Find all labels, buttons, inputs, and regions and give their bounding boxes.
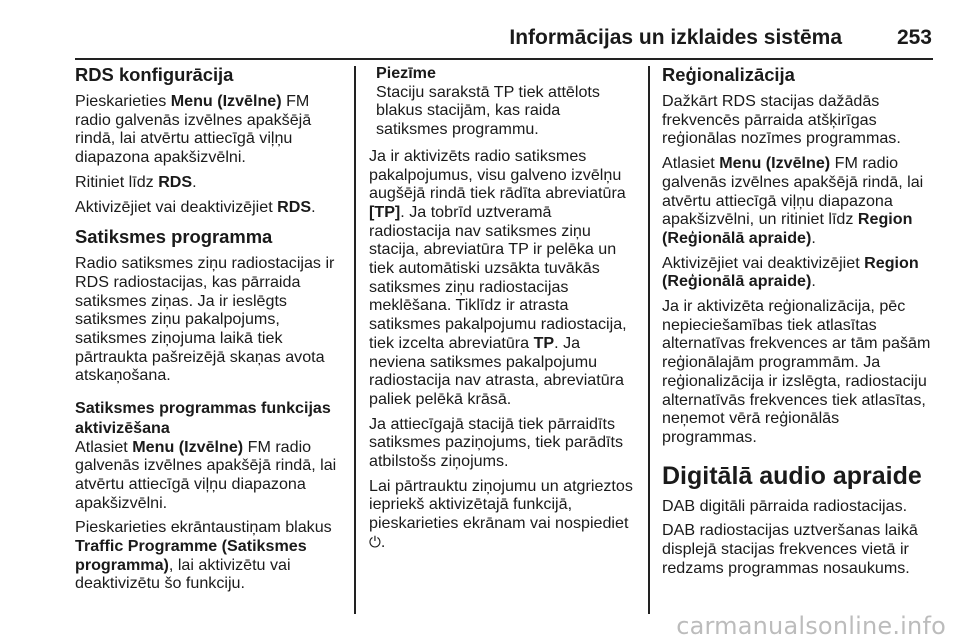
note-text: Staciju sarakstā TP tiek attēlots blakus stacijām, kas raida satiksmes programmu. — [376, 82, 600, 139]
menu-label: Menu (Izvēlne) — [132, 437, 244, 456]
region-label: Region (Reģionālā apraide) — [662, 253, 919, 291]
note-box — [376, 64, 635, 139]
column-divider-1 — [354, 66, 356, 614]
rds-label: RDS — [277, 197, 312, 216]
column-3 — [662, 62, 938, 583]
paragraph: DAB radiostacijas uztveršanas laikā displejā stacijas frekvences vietā ir redzams programmas nosaukums. — [662, 521, 918, 577]
paragraph: Pieskarieties ekrāntaustiņam blakus Traffic Programme (Satiksmes programma), lai aktivizētu vai deaktivizētu šo funkciju. — [75, 518, 332, 593]
paragraph: Ja ir aktivizēta reģionalizācija, pēc nepieciešamības tiek atlasītas alternatīvas frekvences ar tām pašām reģionālajām programmām. Ja reģionalizācija ir izslēgta, radiostaciju alternatīvās frekvences tiek atlasītas, neņemot vērā reģionālās programmas. — [662, 297, 931, 446]
header-rule — [75, 58, 933, 60]
menu-label: Menu (Izvēlne) — [170, 92, 282, 110]
page-number: 253 — [896, 26, 932, 49]
paragraph: Dažkārt RDS stacijas dažādās frekvencēs pārraida atšķirīgas reģionālas nozīmes programmas. — [662, 92, 901, 148]
column-2 — [369, 62, 635, 559]
column-1 — [75, 62, 345, 599]
paragraph: Aktivizējiet vai deaktivizējiet RDS. — [75, 197, 316, 216]
paragraph: Atlasiet Menu (Izvēlne) FM radio galvenās izvēlnes apakšējā rindā, lai atvērtu attiecīgā viļņu diapazona apakšizvēlni, un ritiniet līdz Region (Reģionālā apraide). — [662, 154, 924, 247]
heading-traffic-programme: Satiksmes programma — [75, 226, 273, 248]
menu-label: Menu (Izvēlne) — [719, 154, 831, 173]
traffic-programme-label: Traffic Programme (Satiksmes programma) — [75, 537, 307, 574]
paragraph: Ja ir aktivizēts radio satiksmes pakalpojumus, visu galveno izvēlņu augšējā rindā tiek rādīta abreviatūra [TP]. Ja tobrīd uztveramā radiostacija nav satiksmes ziņu stacija, abreviatūra TP ir pelēka un tiek automātiski uzsākta tuvākās satiksmes ziņu radiostacijas meklēšana. Tiklīdz ir atrasta satiksmes pakalpojumu radiostacija, tiek izcelta abreviatūra TP. Ja neviena satiksmes pakalpojumu radiostacija nav atrasta, abreviatūra paliek pelēkā krāsā. — [369, 146, 627, 408]
rds-label: RDS — [158, 172, 193, 191]
paragraph: Lai pārtrauktu ziņojumu un atgrieztos iepriekš aktivizētajā funkcijā, pieskarieties ekrānam vai nospiediet ⏻. — [369, 476, 633, 551]
header-title: Informācijas un izklaides sistēma — [509, 26, 842, 49]
region-label: Region (Reģionālā apraide) — [662, 210, 913, 247]
watermark: carmanualsonline.info — [676, 612, 946, 640]
subheading-function-activation-2: aktivizēšana — [75, 418, 170, 437]
paragraph: Atlasiet Menu (Izvēlne) FM radio galvenās izvēlnes apakšējā rindā, lai atvērtu attiecīgā viļņu diapazona apakšizvēlni. — [75, 437, 337, 512]
note-title: Piezīme — [376, 64, 436, 82]
paragraph: Ja attiecīgajā stacijā tiek pārraidīts satiksmes paziņojums, tiek parādīts atbilstošs ziņojums. — [369, 414, 624, 471]
heading-rds-config: RDS konfigurācija — [75, 64, 234, 85]
paragraph: Aktivizējiet vai deaktivizējiet Region (Reģionālā apraide). — [662, 253, 919, 291]
paragraph: Radio satiksmes ziņu radiostacijas ir RDS radiostacijas, kas pārraida satiksmes ziņas. Ja ir ieslēgts satiksmes ziņu pakalpojums, satiksmes ziņojuma laikā tiek pārtraukta pašreizējā skaņas avota atskaņošana. — [75, 254, 335, 385]
column-divider-2 — [648, 66, 650, 614]
tp-indicator-label: [TP] — [369, 202, 401, 221]
paragraph: Ritiniet līdz RDS. — [75, 172, 197, 191]
subheading-function-activation: Satiksmes programmas funkcijas — [75, 399, 331, 418]
power-icon: ⏻ — [369, 533, 381, 551]
tp-label: TP — [533, 333, 555, 352]
heading-digital-audio-broadcasting: Digitālā audio apraide — [662, 461, 922, 490]
paragraph: DAB digitāli pārraida radiostacijas. — [662, 496, 908, 515]
heading-regionalisation: Reģionalizācija — [662, 64, 795, 85]
paragraph: Pieskarieties Menu (Izvēlne) FM radio galvenās izvēlnes apakšējā rindā, lai atvērtu attiecīgā viļņu diapazona apakšizvēlni. — [75, 92, 312, 167]
